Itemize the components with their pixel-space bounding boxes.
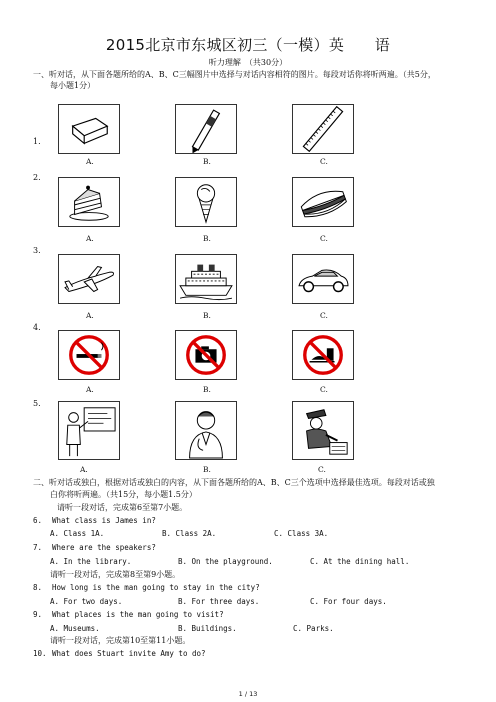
question-number: 8.	[33, 583, 43, 592]
police-officer-icon	[292, 401, 354, 460]
sandwich-icon	[292, 177, 354, 227]
option-a: A. Class 1A.	[50, 529, 105, 538]
question-text: What class is James in?	[52, 516, 156, 525]
option-a: A. In the library.	[50, 557, 132, 566]
option-b: B. For three days.	[178, 597, 260, 606]
question-number: 10.	[33, 649, 47, 658]
option-label-b: B.	[203, 465, 211, 474]
listening-subsection: 请听一段对话，完成第6至第7小题。	[57, 503, 188, 512]
option-label-a: A.	[86, 385, 94, 394]
option-b: B. Class 2A.	[162, 529, 217, 538]
question-number: 6.	[33, 516, 43, 525]
page-title: 2015北京市东城区初三（一模）英 语	[105, 36, 391, 54]
ship-icon	[175, 254, 237, 304]
question-text: How long is the man going to stay in the city?	[52, 583, 260, 592]
question-text: Where are the speakers?	[52, 543, 156, 552]
section2-instruction-cont: 白你将听两遍。（共15分，每小题1.5分）	[50, 490, 197, 499]
option-label-c: C.	[320, 157, 328, 166]
option-label-c: C.	[318, 465, 326, 474]
option-label-b: B.	[203, 234, 211, 243]
option-label-c: C.	[320, 234, 328, 243]
no-smoking-icon	[58, 330, 120, 380]
option-label-a: A.	[86, 157, 94, 166]
option-label-c: C.	[320, 385, 328, 394]
option-c: C. Parks.	[293, 624, 334, 633]
option-label-b: B.	[203, 385, 211, 394]
question-number: 1.	[33, 137, 41, 146]
option-label-a: A.	[86, 234, 94, 243]
listening-subsection: 请听一段对话，完成第8至第9小题。	[50, 570, 181, 579]
question-number: 3.	[33, 246, 41, 255]
section1-instruction-cont: 每小题1分）	[50, 81, 96, 90]
section1-instruction: 一、听对话，从下面各题所给的A、B、C三幅图片中选择与对话内容相符的图片。每段对话你将听两遍。（共5分，	[33, 70, 436, 79]
listening-subsection: 请听一段对话，完成第10至第11小题。	[50, 636, 191, 645]
option-label-a: A.	[80, 465, 88, 474]
question-number: 2.	[33, 173, 41, 182]
doctor-icon	[175, 401, 237, 460]
option-label-a: A.	[86, 311, 94, 320]
question-text: What places is the man going to visit?	[52, 610, 224, 619]
question-number: 5.	[33, 399, 41, 408]
question-number: 7.	[33, 543, 43, 552]
question-number: 4.	[33, 323, 41, 332]
option-c: C. Class 3A.	[274, 529, 329, 538]
option-b: B. Buildings.	[178, 624, 237, 633]
teacher-icon	[58, 401, 120, 460]
option-label-b: B.	[203, 311, 211, 320]
eraser-icon	[58, 104, 120, 154]
option-a: A. For two days.	[50, 597, 123, 606]
section-subtitle: 听力理解 （共30分）	[208, 58, 288, 67]
no-food-icon	[292, 330, 354, 380]
option-label-b: B.	[203, 157, 211, 166]
ruler-icon	[292, 104, 354, 154]
option-label-c: C.	[320, 311, 328, 320]
option-b: B. On the playground.	[178, 557, 273, 566]
option-c: C. At the dining hall.	[310, 557, 410, 566]
airplane-icon	[58, 254, 120, 304]
question-text: What does Stuart invite Amy to do?	[52, 649, 206, 658]
section2-instruction: 二、听对话或独白，根据对话或独白的内容，从下面各题所给的A、B、C三个选项中选择最佳选项。每段对话或独	[33, 478, 435, 487]
option-a: A. Museums.	[50, 624, 100, 633]
car-icon	[292, 254, 354, 304]
option-c: C. For four days.	[310, 597, 387, 606]
pen-icon	[175, 104, 237, 154]
cake-icon	[58, 177, 120, 227]
question-number: 9.	[33, 610, 43, 619]
page-number: 1 / 13	[238, 690, 258, 698]
no-camera-icon	[175, 330, 237, 380]
ice-cream-icon	[175, 177, 237, 227]
